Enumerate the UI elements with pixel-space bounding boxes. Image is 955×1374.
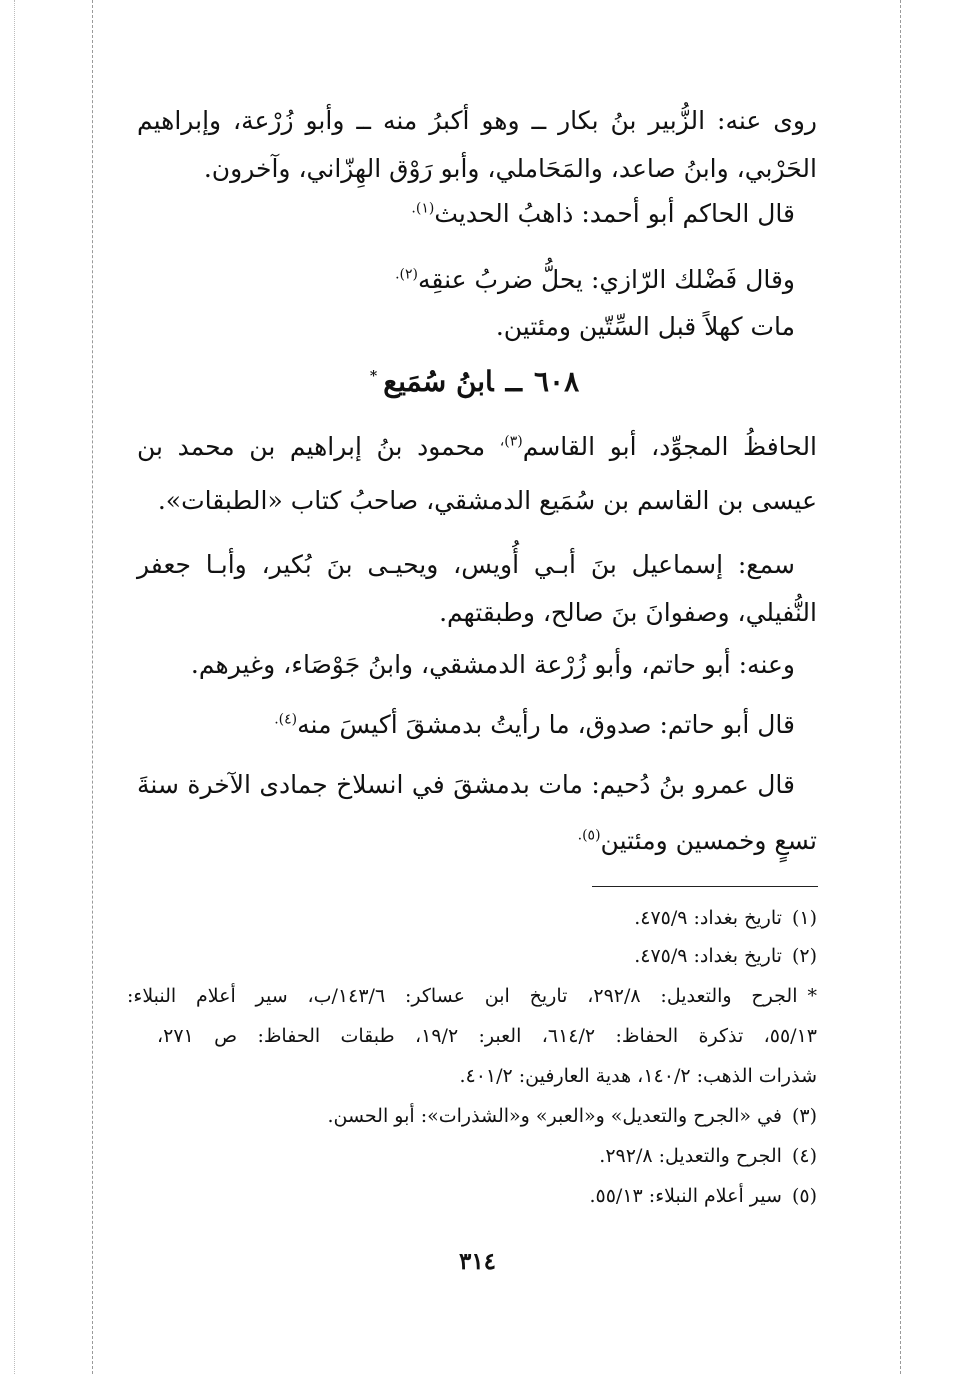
footnote-number: (٣)	[791, 1105, 817, 1127]
line-text: تسعٍ وخمسين ومئتين	[600, 826, 817, 855]
body-line: الحَرْبي، وابنُ صاعد، والمَحَاملي، وأبو رَوْق الهِزّاني، وآخرون.	[203, 154, 817, 183]
footnote-ref: (٢).	[395, 266, 419, 283]
footnote	[127, 942, 817, 970]
footnote-ref: (٣)،	[499, 433, 523, 450]
footnote-number: (١)	[791, 907, 817, 929]
footnote-text: الجرح والتعديل: ٢٩٢/٨، تاريخ ابن عساكر: ١٤٣/٦/ب، سير أعلام النبلاء:	[127, 985, 798, 1007]
footnote	[127, 1182, 817, 1210]
margin-guide-left	[92, 0, 93, 1374]
line-text: قال أبو حاتم: صدوق، ما رأيتُ بدمشقَ أكيسَ منه	[297, 710, 795, 739]
footnote	[127, 904, 817, 932]
body-line: روى عنه: الزُّبير بنُ بكار ــ وهو أكبرُ منه ــ وأبو زُرْعة، وإبراهيم	[137, 106, 817, 135]
entry-number: ٦٠٨	[534, 365, 580, 398]
entry-star-mark: *	[369, 368, 378, 385]
body-line	[115, 197, 795, 231]
line-text: محمود بنُ إبراهيم بن محمد بن	[137, 432, 486, 461]
margin-guide-right	[900, 0, 901, 1374]
footnote-text: في «الجرح والتعديل» و«العبر» و«الشذرات»: أبو الحسن.	[327, 1105, 782, 1127]
footnote-text: الجرح والتعديل: ٢٩٢/٨.	[599, 1145, 782, 1167]
footnote-ref: (٥).	[577, 827, 601, 844]
footnote-number: (٢)	[791, 945, 817, 967]
footnote-number: (٤)	[791, 1145, 817, 1167]
body-line	[137, 430, 817, 464]
footnote: شذرات الذهب: ١٤٠/٢، هدية العارفين: ٤٠١/٢.	[459, 1065, 817, 1087]
footnote-number: *	[807, 985, 818, 1007]
body-line: وعنه: أبو حاتم، وأبو زُرْعة الدمشقي، وابنُ جَوْصَاء، وغيرهم.	[190, 650, 795, 679]
body-line: سمع: إسماعيل بنَ أبـي أُويس، ويحيـى بنَ بُكير، وأبـا جعفر	[137, 550, 795, 579]
footnote	[127, 982, 817, 1010]
footnote-ref: (٤).	[274, 711, 298, 728]
body-line: مات كهلاً قبل السِّتّين ومئتين.	[495, 312, 795, 341]
footnote: ٥٥/١٣، تذكرة الحفاظ: ٦١٤/٢، العبر: ١٩/٢، طبقات الحفاظ: ص ٢٧١،	[157, 1025, 817, 1047]
footnote	[127, 1102, 817, 1130]
entry-heading	[0, 362, 955, 402]
line-text: قال الحاكم أبو أحمد: ذاهبُ الحديث	[434, 199, 795, 228]
entry-name: ابنُ سُمَيع	[383, 365, 494, 398]
line-text: الحافظُ المجوِّد، أبو القاسم	[522, 432, 818, 461]
footnote-number: (٥)	[791, 1185, 817, 1207]
page-number: ٣١٤	[458, 1248, 497, 1275]
entry-dash: ــ	[505, 365, 522, 398]
body-line	[115, 263, 795, 297]
footnote	[127, 1142, 817, 1170]
body-line: النُّفيلي، وصفوانَ بنَ صالح، وطبقتهم.	[439, 598, 817, 627]
footnote-text: تاريخ بغداد: ٤٧٥/٩.	[634, 945, 782, 967]
footnote-text: تاريخ بغداد: ٤٧٥/٩.	[634, 907, 782, 929]
footnote-separator	[592, 886, 818, 887]
line-text: وقال فَضْلك الرّازي: يحلُّ ضربُ عنقِه	[418, 265, 795, 294]
body-line	[137, 824, 817, 858]
body-line	[115, 708, 795, 742]
footnote-text: سير أعلام النبلاء: ٥٥/١٣.	[589, 1185, 782, 1207]
footnote-ref: (١).	[411, 200, 435, 217]
scan-border-left	[14, 0, 15, 1374]
body-line: عيسى بن القاسم بن سُمَيع الدمشقي، صاحبُ كتاب «الطبقات».	[157, 486, 817, 515]
body-line: قال عمرو بنُ دُحيم: مات بدمشقَ في انسلاخ جمادى الآخرة سنةَ	[137, 770, 795, 799]
